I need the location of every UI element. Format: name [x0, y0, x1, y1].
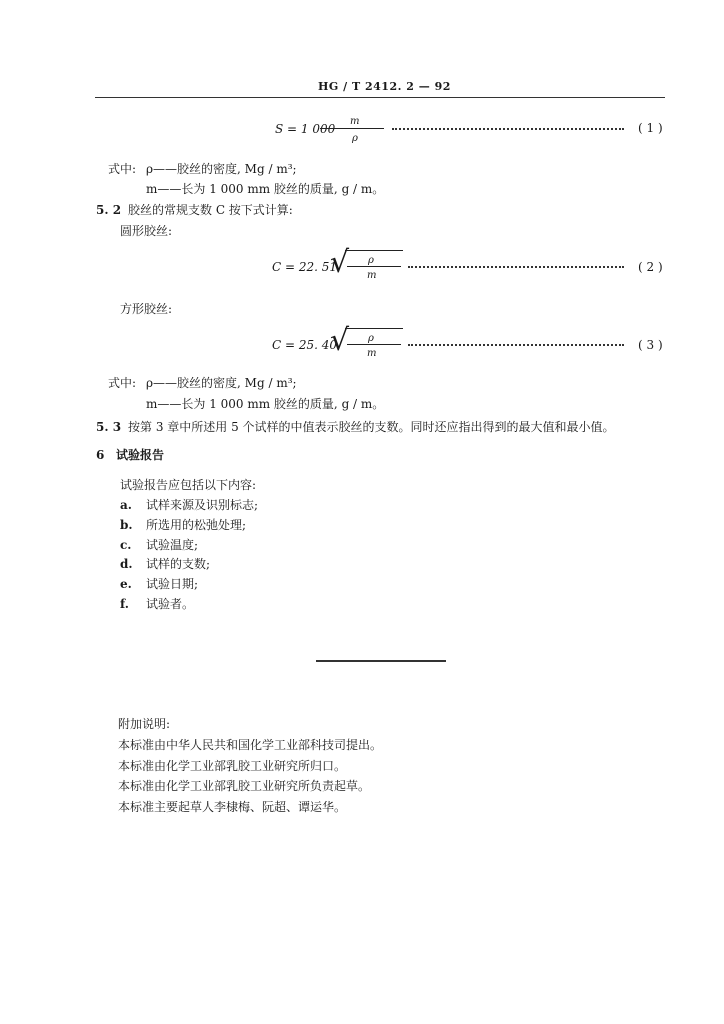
document-code: HG / T 2412. 2 — 92 — [318, 80, 451, 93]
equation-2-denominator: m — [367, 270, 377, 281]
list-item: 试验日期; — [146, 577, 199, 591]
where-label: 式中: — [108, 162, 137, 176]
header-rule — [95, 97, 665, 98]
where-label: 式中: — [108, 376, 137, 390]
list-item-mark: d. — [120, 557, 133, 571]
list-item: 所选用的松弛处理; — [146, 518, 247, 532]
report-intro: 试验报告应包括以下内容: — [120, 478, 257, 492]
where-rho-definition: ρ——胶丝的密度, Mg / m³; — [146, 162, 297, 176]
list-item: 试样的支数; — [146, 557, 211, 571]
equation-2-number: ( 2 ) — [638, 260, 663, 274]
equation-3-numerator: ρ — [368, 333, 374, 344]
section-text: 胶丝的常规支数 C 按下式计算: — [128, 203, 293, 217]
notes-line: 本标准主要起草人李棣梅、阮超、谭运华。 — [118, 800, 347, 814]
list-item-mark: e. — [120, 577, 132, 591]
equation-2-fraction-bar — [347, 266, 401, 267]
where-m-definition: m——长为 1 000 mm 胶丝的质量, g / m。 — [146, 397, 385, 411]
equation-3-number: ( 3 ) — [638, 338, 663, 352]
equation-1-number: ( 1 ) — [638, 121, 663, 135]
list-item-mark: f. — [120, 597, 129, 611]
end-rule — [316, 660, 446, 662]
leader-dots — [408, 266, 624, 268]
section-number: 5. 2 — [96, 203, 122, 217]
notes-line: 本标准由化学工业部乳胶工业研究所归口。 — [118, 759, 347, 773]
leader-dots — [408, 344, 624, 346]
round-filament-label: 圆形胶丝: — [120, 224, 173, 238]
section-title: 试验报告 — [116, 448, 165, 462]
list-item: 试验者。 — [146, 597, 195, 611]
equation-1-numerator: m — [350, 116, 360, 127]
equation-1-denominator: ρ — [352, 133, 358, 144]
equation-1-fraction-bar — [320, 128, 384, 129]
list-item: 试样来源及识别标志; — [146, 498, 259, 512]
list-item: 试验温度; — [146, 538, 199, 552]
equation-2-lhs: C = 22. 51 — [272, 260, 338, 274]
list-item-mark: a. — [120, 498, 132, 512]
section-number: 5. 3 — [96, 420, 122, 434]
notes-line: 本标准由中华人民共和国化学工业部科技司提出。 — [118, 738, 383, 752]
section-text: 按第 3 章中所述用 5 个试样的中值表示胶丝的支数。同时还应指出得到的最大值和最小值。 — [128, 420, 615, 434]
where-rho-definition: ρ——胶丝的密度, Mg / m³; — [146, 376, 297, 390]
sqrt-icon: √ — [330, 245, 350, 280]
radical-overbar — [345, 328, 403, 329]
leader-dots — [392, 128, 624, 130]
square-filament-label: 方形胶丝: — [120, 302, 173, 316]
equation-1-lhs: S = 1 000 — [275, 122, 336, 136]
section-number: 6 — [96, 448, 105, 462]
equation-3-lhs: C = 25. 40 — [272, 338, 338, 352]
list-item-mark: c. — [120, 538, 132, 552]
equation-3-fraction-bar — [347, 344, 401, 345]
equation-2-numerator: ρ — [368, 255, 374, 266]
radical-overbar — [345, 250, 403, 251]
where-m-definition: m——长为 1 000 mm 胶丝的质量, g / m。 — [146, 182, 385, 196]
notes-title: 附加说明: — [118, 717, 171, 731]
list-item-mark: b. — [120, 518, 133, 532]
equation-3-denominator: m — [367, 348, 377, 359]
notes-line: 本标准由化学工业部乳胶工业研究所负责起草。 — [118, 779, 371, 793]
sqrt-icon: √ — [330, 323, 350, 358]
